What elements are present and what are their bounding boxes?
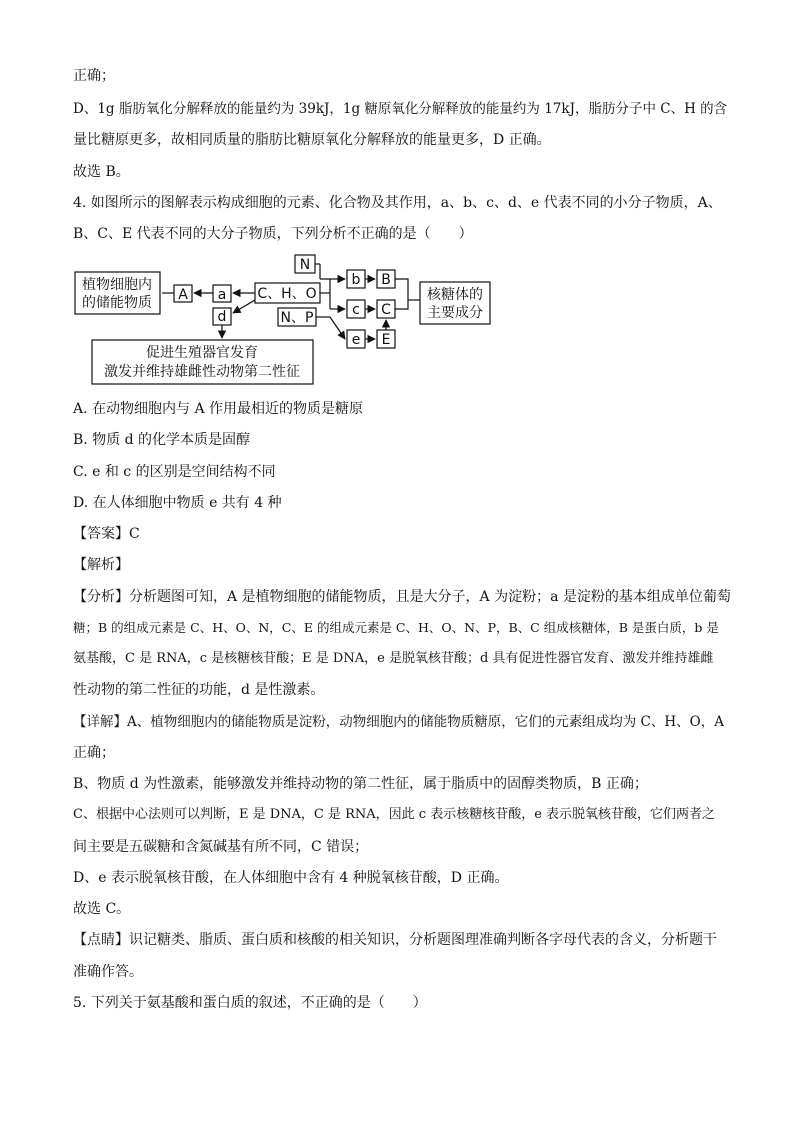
label-np: N、P — [280, 310, 314, 326]
detail-text: C、根据中心法则可以判断，E 是 DNA，C 是 RNA，因此 c 表示核糖核苷酸，e 表示脱氧核苷酸，它们两者之 — [73, 807, 716, 822]
label-C: C — [381, 302, 391, 318]
detail-text: 正确； — [73, 745, 115, 761]
function-label-2: 激发并维持雄雌性动物第二性征 — [104, 364, 300, 380]
tip-text: 【点睛】识记糖类、脂质、蛋白质和核酸的相关知识，分析题图理准确判断各字母代表的含义，分析题干 — [73, 932, 717, 948]
ribosome-label-1: 核糖体的 — [427, 287, 483, 303]
text-line: 故选 B。 — [73, 164, 130, 180]
option-d: D. 在人体细胞中物质 e 共有 4 种 — [73, 495, 282, 511]
storage-label-1: 植物细胞内 — [82, 277, 152, 293]
function-label-1: 促进生殖器官发育 — [146, 345, 258, 361]
detail-text: D、e 表示脱氧核苷酸，在人体细胞中含有 4 种脱氧核苷酸，D 正确。 — [73, 870, 509, 886]
analysis-text: 性动物的第二性征的功能，d 是性激素。 — [73, 682, 325, 698]
label-N: N — [299, 257, 311, 273]
figure-diagram — [0, 0, 794, 400]
label-A: A — [178, 287, 188, 303]
text-line: 正确； — [73, 68, 115, 84]
option-b: B. 物质 d 的化学本质是固醇 — [73, 432, 251, 448]
detail-text: 故选 C。 — [73, 901, 131, 917]
detail-text: 间主要是五碳糖和含氮碱基有所不同，C 错误； — [73, 839, 369, 855]
question-5-stem: 5. 下列关于氨基酸和蛋白质的叙述，不正确的是（ ） — [73, 995, 427, 1011]
ribosome-label-2: 主要成分 — [427, 305, 483, 321]
label-e: e — [351, 332, 361, 348]
option-c: C. e 和 c 的区别是空间结构不同 — [73, 464, 276, 480]
answer: 【答案】C — [73, 526, 140, 542]
label-b: b — [351, 272, 361, 288]
label-a: a — [217, 287, 227, 303]
label-cho: C、H、O — [257, 286, 317, 302]
detail-text: 【详解】A、植物细胞内的储能物质是淀粉，动物细胞内的储能物质糖原，它们的元素组成均为 C、H、O，A — [73, 714, 724, 730]
analysis-text: 【分析】分析题图可知，A 是植物细胞的储能物质，且是大分子，A 为淀粉；a 是淀粉的基本组成单位葡萄 — [73, 589, 731, 605]
label-c: c — [352, 302, 360, 318]
text-line: D、1g 脂肪氧化分解释放的能量约为 39kJ，1g 糖原氧化分解释放的能量约为 17kJ，脂肪分子中 C、H 的含 — [73, 101, 728, 117]
question-4-stem: 4. 如图所示的图解表示构成细胞的元素、化合物及其作用，a、b、c、d、e 代表不同的小分子物质，A、 — [73, 195, 722, 211]
question-4-stem: B、C、E 代表不同的大分子物质，下列分析不正确的是（ ） — [73, 226, 473, 242]
storage-label-2: 的储能物质 — [82, 295, 152, 311]
analysis-text: 氨基酸，C 是 RNA，c 是核糖核苷酸；E 是 DNA，e 是脱氧核苷酸；d 具有促进性器官发育、激发并维持雄雌 — [73, 651, 714, 666]
label-B: B — [381, 272, 391, 288]
label-E: E — [381, 332, 391, 348]
text-line: 量比糖原更多，故相同质量的脂肪比糖原氧化分解释放的能量更多，D 正确。 — [73, 132, 551, 148]
analysis-heading: 【解析】 — [73, 557, 129, 573]
tip-text: 准确作答。 — [73, 964, 143, 980]
option-a: A. 在动物细胞内与 A 作用最相近的物质是糖原 — [73, 401, 364, 417]
analysis-text: 糖；B 的组成元素是 C、H、O、N，C、E 的组成元素是 C、H、O、N、P，B、C 组成核糖体，B 是蛋白质，b 是 — [73, 620, 719, 635]
label-d: d — [217, 309, 227, 325]
detail-text: B、物质 d 为性激素，能够激发并维持动物的第二性征，属于脂质中的固醇类物质，B 正确； — [73, 776, 648, 792]
